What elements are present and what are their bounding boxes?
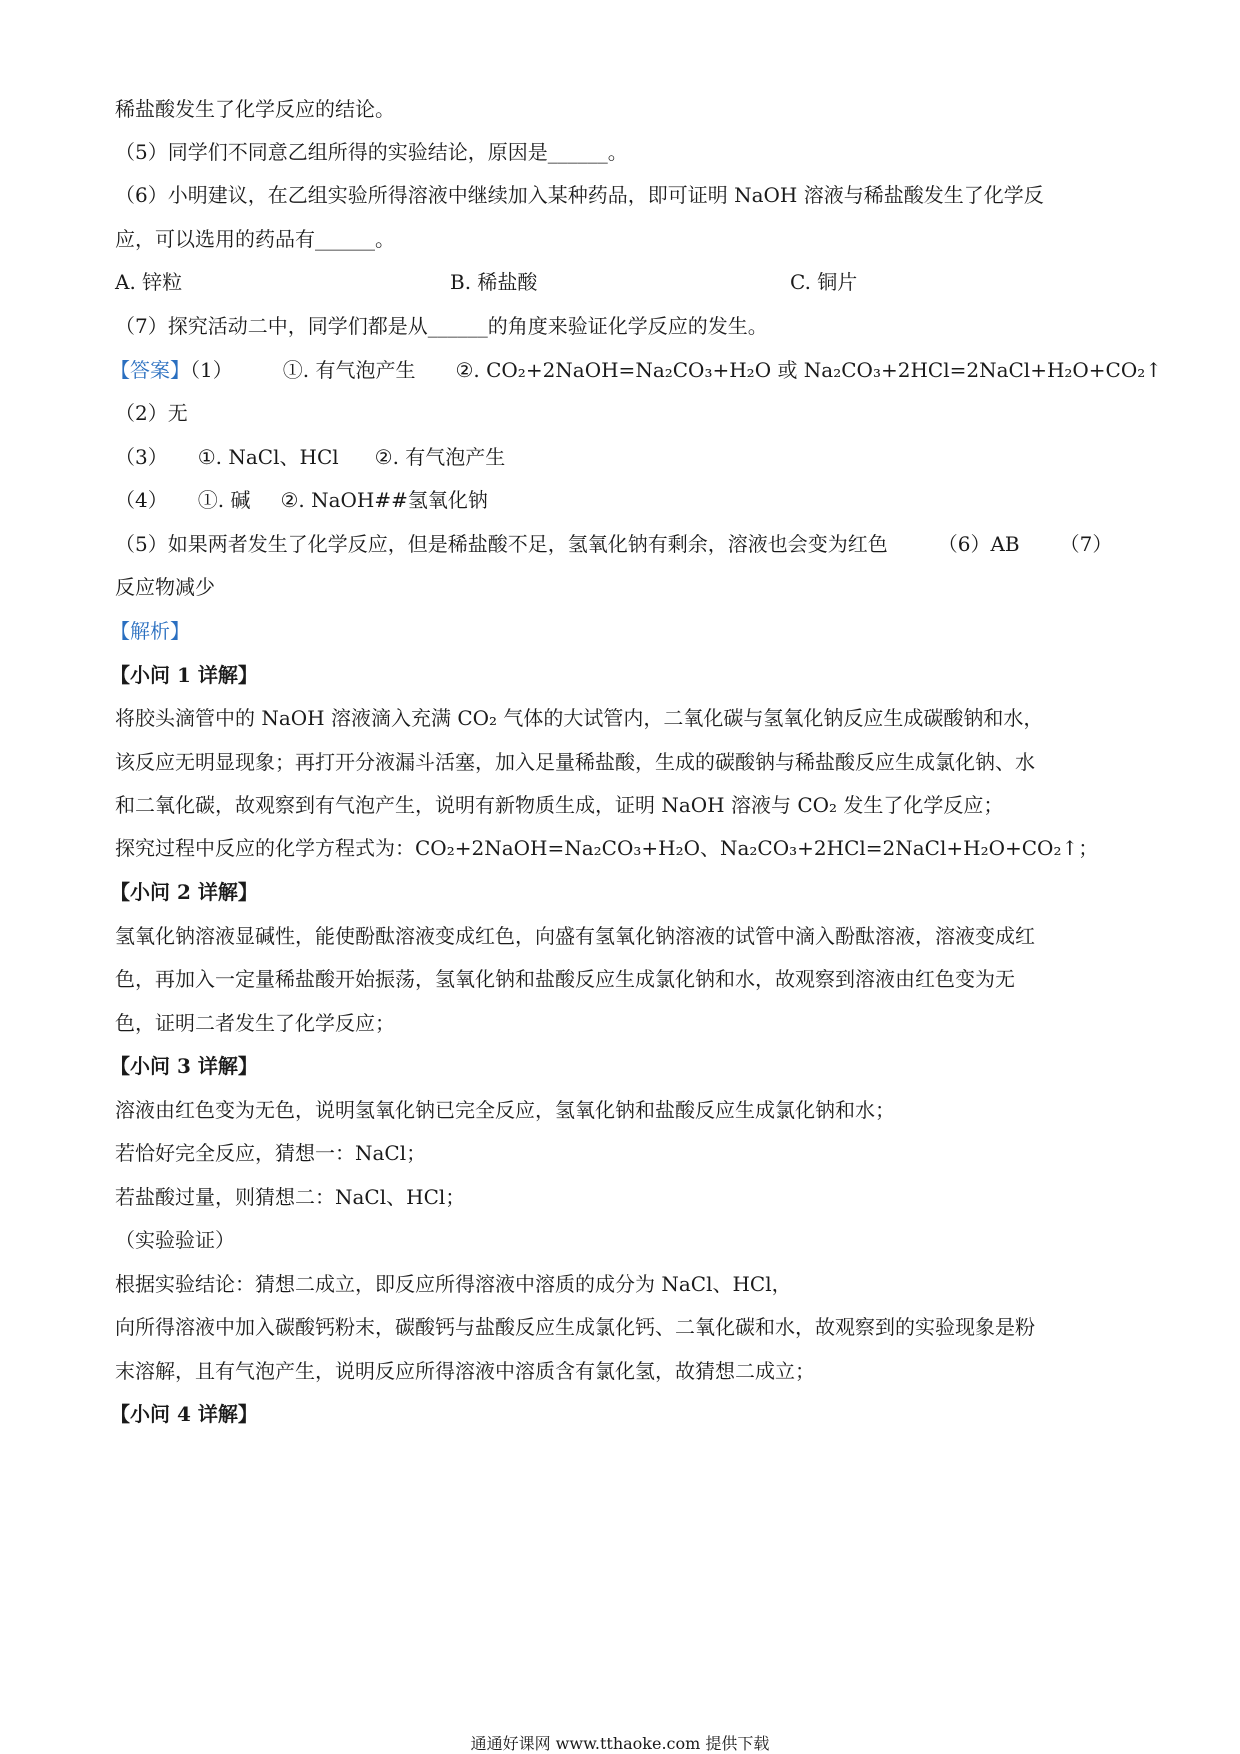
answer-line-2: （2）无 [115,401,188,425]
text-line: 探究过程中反应的化学方程式为：CO₂+2NaOH=Na₂CO₃+H₂O、Na₂CO₃+2HCl=2NaCl+H₂O+CO₂↑； [115,836,1099,860]
answer-num: （1） [190,358,233,382]
section-heading: 【小问 1 详解】 [110,663,258,687]
answer-line-3 [115,443,1125,471]
analysis-tag: 【解析】 [110,619,190,643]
question-6-cont: 应，可以选用的药品有______。 [115,227,395,251]
text-line: 该反应无明显现象；再打开分液漏斗活塞，加入足量稀盐酸，生成的碳酸钠与稀盐酸反应生成氯化钠、水 [115,750,1035,774]
answer-line-1 [110,356,1163,384]
text-line: 色，证明二者发生了化学反应； [115,1011,395,1035]
answer-num: （3） [115,445,168,469]
answer-item: （7） [1059,532,1113,556]
text-line: 向所得溶液中加入碳酸钙粉末，碳酸钙与盐酸反应生成氯化钙、二氧化碳和水，故观察到的实验现象是粉 [115,1315,1035,1339]
text-line: 氢氧化钠溶液显碱性，能使酚酞溶液变成红色，向盛有氢氧化钠溶液的试管中滴入酚酞溶液，溶液变成红 [115,924,1035,948]
answer-item: （6）AB [937,532,1020,556]
text-line: 若盐酸过量，则猜想二：NaCl、HCl； [115,1185,466,1209]
answer-item: （5）如果两者发生了化学反应，但是稀盐酸不足，氢氧化钠有剩余，溶液也会变为红色 [115,532,888,556]
answer-num: （4） [115,488,168,512]
answer-line-5 [115,530,1125,558]
page-footer: 通通好课网 www.tthaoke.com 提供下载 [470,1734,770,1753]
text-line: 色，再加入一定量稀盐酸开始振荡，氢氧化钠和盐酸反应生成氯化钠和水，故观察到溶液由红色变为无 [115,967,1015,991]
text-line: （实验验证） [115,1228,235,1252]
text-line: 末溶解，且有气泡产生，说明反应所得溶液中溶质含有氯化氢，故猜想二成立； [115,1359,815,1383]
text-line: 溶液由红色变为无色，说明氢氧化钠已完全反应，氢氧化钠和盐酸反应生成氯化钠和水； [115,1098,895,1122]
section-heading: 【小问 3 详解】 [110,1054,258,1078]
answer-line-4 [115,486,1125,514]
question-5: （5）同学们不同意乙组所得的实验结论，原因是______。 [115,140,628,164]
section-heading: 【小问 2 详解】 [110,880,258,904]
text-line: 若恰好完全反应，猜想一：NaCl； [115,1141,427,1165]
text-line: 稀盐酸发生了化学反应的结论。 [115,97,395,121]
answer-line-6: 反应物减少 [115,575,215,599]
answer-item: ②. NaOH##氢氧化钠 [280,488,488,512]
answer-item: ①. NaCl、HCl [197,445,339,469]
answer-item: ①. 有气泡产生 [282,358,416,382]
option-a: A. 锌粒 [115,270,183,294]
answer-item: ①. 碱 [197,488,251,512]
question-6: （6）小明建议，在乙组实验所得溶液中继续加入某种药品，即可证明 NaOH 溶液与稀盐酸发生了化学反 [115,183,1044,207]
answer-item: ②. CO₂+2NaOH=Na₂CO₃+H₂O 或 Na₂CO₃+2HCl=2NaCl+H₂O+CO₂↑ [455,358,1163,382]
text-line: 根据实验结论：猜想二成立，即反应所得溶液中溶质的成分为 NaCl、HCl， [115,1272,792,1296]
section-heading: 【小问 4 详解】 [110,1402,258,1426]
answer-item: ②. 有气泡产生 [374,445,506,469]
question-7: （7）探究活动二中，同学们都是从______的角度来验证化学反应的发生。 [115,314,768,338]
text-line: 和二氧化碳，故观察到有气泡产生，说明有新物质生成，证明 NaOH 溶液与 CO₂ 发生了化学反应； [115,793,1004,817]
option-b: B. 稀盐酸 [450,270,538,294]
option-c: C. 铜片 [790,270,858,294]
text-line: 将胶头滴管中的 NaOH 溶液滴入充满 CO₂ 气体的大试管内，二氧化碳与氢氧化钠反应生成碳酸钠和水， [115,706,1044,730]
answer-tag: 【答案】 [110,358,190,382]
